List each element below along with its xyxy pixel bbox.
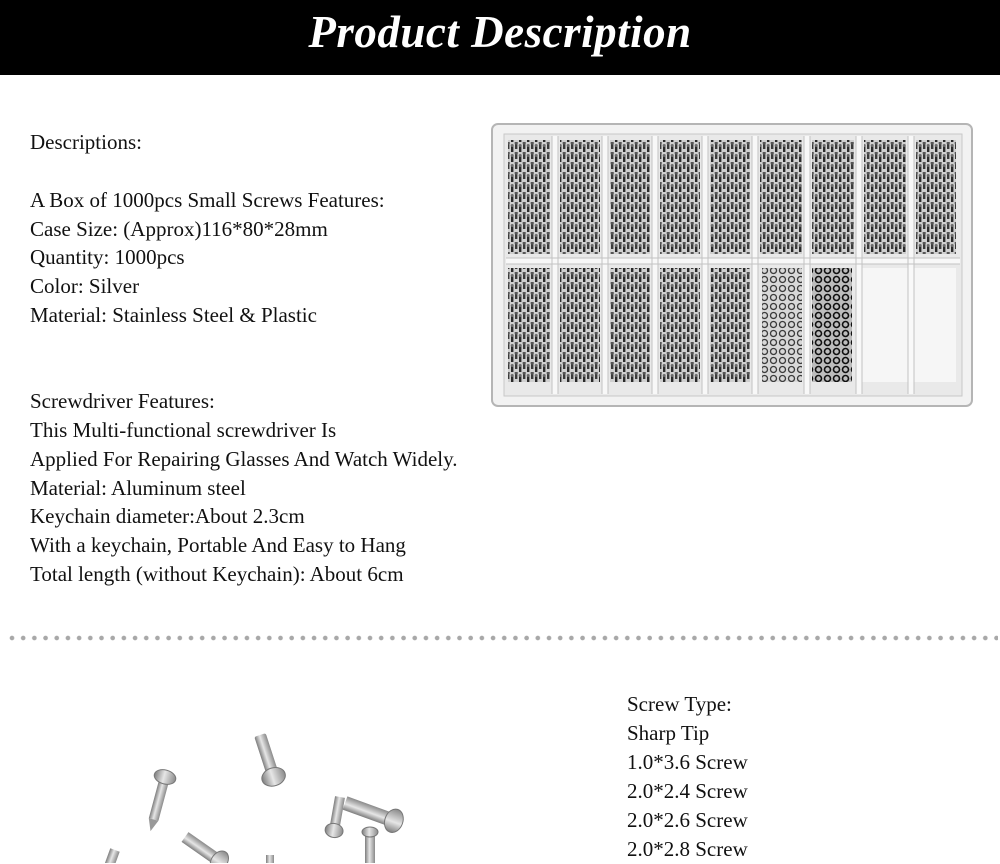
title-banner bbox=[0, 0, 1000, 75]
desc-line-keychain: With a keychain, Portable And Easy to Hang bbox=[30, 533, 406, 557]
desc-line-quantity: Quantity: 1000pcs bbox=[30, 245, 185, 269]
desc-line-multifunction: This Multi-functional screwdriver Is bbox=[30, 418, 337, 442]
screw-type-item: 1.0*3.6 Screw bbox=[627, 750, 748, 774]
desc-line-box-features: A Box of 1000pcs Small Screws Features: bbox=[30, 188, 385, 212]
screw-type-item: Sharp Tip bbox=[627, 721, 710, 745]
desc-line-total-length: Total length (without Keychain): About 6cm bbox=[30, 562, 404, 586]
desc-line-color: Color: Silver bbox=[30, 274, 140, 298]
desc-line-applied: Applied For Repairing Glasses And Watch Widely. bbox=[30, 447, 458, 471]
screw-type-item: 2.0*2.6 Screw bbox=[627, 808, 748, 832]
screws-closeup-image bbox=[90, 725, 490, 863]
dotted-divider bbox=[8, 634, 998, 642]
screw-type-item: 2.0*2.8 Screw bbox=[627, 837, 748, 861]
desc-line-case-size: Case Size: (Approx)116*80*28mm bbox=[30, 217, 328, 241]
screw-box-image bbox=[490, 122, 974, 408]
desc-heading: Descriptions: bbox=[30, 130, 142, 154]
screw-type-item: 2.0*2.4 Screw bbox=[627, 779, 748, 803]
desc-line-screwdriver-heading: Screwdriver Features: bbox=[30, 389, 215, 413]
desc-line-material: Material: Stainless Steel & Plastic bbox=[30, 303, 317, 327]
page-title: Product Description bbox=[308, 7, 692, 57]
desc-line-keychain-diameter: Keychain diameter:About 2.3cm bbox=[30, 504, 305, 528]
screw-type-heading: Screw Type: bbox=[627, 692, 732, 716]
desc-line-material-steel: Material: Aluminum steel bbox=[30, 476, 246, 500]
screw-type-list bbox=[627, 690, 748, 864]
